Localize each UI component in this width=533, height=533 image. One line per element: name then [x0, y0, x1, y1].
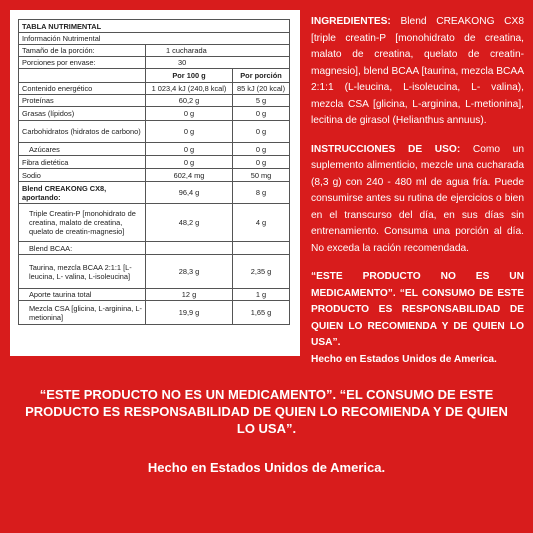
row-vp: 0 g: [233, 156, 290, 169]
row-vp: 4 g: [233, 204, 290, 242]
row-vp: 5 g: [233, 95, 290, 107]
row-label: Blend CREAKONG CX8, aportando:: [19, 182, 146, 204]
col-100g: Por 100 g: [146, 69, 233, 83]
portion-value: 1 cucharada: [146, 45, 290, 57]
made-in-right: Hecho en Estados Unidos de America.: [311, 353, 497, 365]
warning-text-bottom: “ESTE PRODUCTO NO ES UN MEDICAMENTO”. “EL CONSUMO DE ESTE PRODUCTO ES RESPONSABILIDAD DE QUIEN LO RECOMIENDA Y DE QUIEN LO USA”.: [25, 387, 508, 436]
instructions-paragraph: [311, 142, 524, 258]
table-row: [19, 301, 290, 325]
row-v100: 0 g: [146, 143, 233, 156]
row-label: Azúcares: [19, 143, 146, 156]
table-row: [19, 204, 290, 242]
table-row: [19, 83, 290, 95]
table-row: [19, 156, 290, 169]
row-label: Aporte taurina total: [19, 289, 146, 301]
servings-label: Porciones por envase:: [19, 57, 146, 69]
row-v100: 19,9 g: [146, 301, 233, 325]
col-portion: Por porción: [233, 69, 290, 83]
table-row: [19, 289, 290, 301]
row-v100: 0 g: [146, 121, 233, 143]
bottom-notice: [20, 386, 513, 476]
row-v100: [146, 242, 233, 255]
row-label: Grasas (lípidos): [19, 107, 146, 121]
table-row: [19, 255, 290, 289]
ingredients-label: INGREDIENTES:: [311, 16, 391, 27]
row-vp: [233, 242, 290, 255]
row-label: Carbohidratos (hidratos de carbono): [19, 121, 146, 143]
portion-label: Tamaño de la porción:: [19, 45, 146, 57]
row-label: Sodio: [19, 169, 146, 182]
table-row: [19, 182, 290, 204]
row-label: Fibra dietética: [19, 156, 146, 169]
header-empty: [19, 69, 146, 83]
row-label: Blend BCAA:: [19, 242, 146, 255]
row-v100: 0 g: [146, 107, 233, 121]
instructions-label: INSTRUCCIONES DE USO:: [311, 143, 461, 155]
table-row: [19, 107, 290, 121]
table-subtitle: Información Nutrimental: [19, 33, 290, 45]
row-vp: 50 mg: [233, 169, 290, 182]
table-row: [19, 169, 290, 182]
nutrition-table: [18, 19, 290, 325]
row-vp: 0 g: [233, 121, 290, 143]
servings-value: 30: [146, 57, 290, 69]
row-label: Taurina, mezcla BCAA 2:1:1 [L-leucina, L- valina, L-isoleucina]: [19, 255, 146, 289]
table-row: [19, 95, 290, 107]
row-v100: 1 023,4 kJ (240,8 kcal): [146, 83, 233, 95]
label-text-column: [311, 14, 524, 368]
instructions-text: Como un suplemento alimenticio, mezcle una cucharada (8,3 g) con 240 - 480 ml de agua fría. Puede consumirse antes su rutina de ejercicios o bien en el transcurso del día, en sus días sin entrenamiento. Consuma una porción al día. No exceda la ración recomendada.: [311, 143, 524, 254]
row-vp: 1 g: [233, 289, 290, 301]
table-row: [19, 121, 290, 143]
row-vp: 8 g: [233, 182, 290, 204]
row-v100: 48,2 g: [146, 204, 233, 242]
row-vp: 85 kJ (20 kcal): [233, 83, 290, 95]
row-vp: 2,35 g: [233, 255, 290, 289]
row-v100: 96,4 g: [146, 182, 233, 204]
table-title: TABLA NUTRIMENTAL: [19, 20, 290, 33]
row-label: Mezcla CSA [glicina, L-arginina, L-metionina]: [19, 301, 146, 325]
row-label: Proteínas: [19, 95, 146, 107]
table-row: [19, 242, 290, 255]
table-row: [19, 143, 290, 156]
row-v100: 602,4 mg: [146, 169, 233, 182]
ingredients-text: Blend CREAKONG CX8 [triple creatin-P [monohidrato de creatina, malato de creatina, quelato de creatin-magnesio], blend BCAA [taurina, mezcla BCAA 2:1:1 (L-leucina, L-isoleucina, L- valina), mezcla CSA [glicina, L-arginina, L-metionina], lecitina de girasol (Helianthus annuus).: [311, 16, 524, 126]
row-vp: 0 g: [233, 107, 290, 121]
row-label: Triple Creatin-P [monohidrato de creatina, malato de creatina, quelato de creatin-magnesio]: [19, 204, 146, 242]
row-v100: 0 g: [146, 156, 233, 169]
warning-text-right: “ESTE PRODUCTO NO ES UN MEDICAMENTO”. “EL CONSUMO DE ESTE PRODUCTO ES RESPONSABILIDAD DE QUIEN LO RECOMIENDA Y DE QUIEN LO USA”.: [311, 271, 524, 348]
row-v100: 60,2 g: [146, 95, 233, 107]
row-v100: 12 g: [146, 289, 233, 301]
row-v100: 28,3 g: [146, 255, 233, 289]
row-vp: 0 g: [233, 143, 290, 156]
ingredients-paragraph: [311, 14, 524, 130]
row-label: Contenido energético: [19, 83, 146, 95]
row-vp: 1,65 g: [233, 301, 290, 325]
made-in-bottom: Hecho en Estados Unidos de America.: [147, 460, 386, 475]
